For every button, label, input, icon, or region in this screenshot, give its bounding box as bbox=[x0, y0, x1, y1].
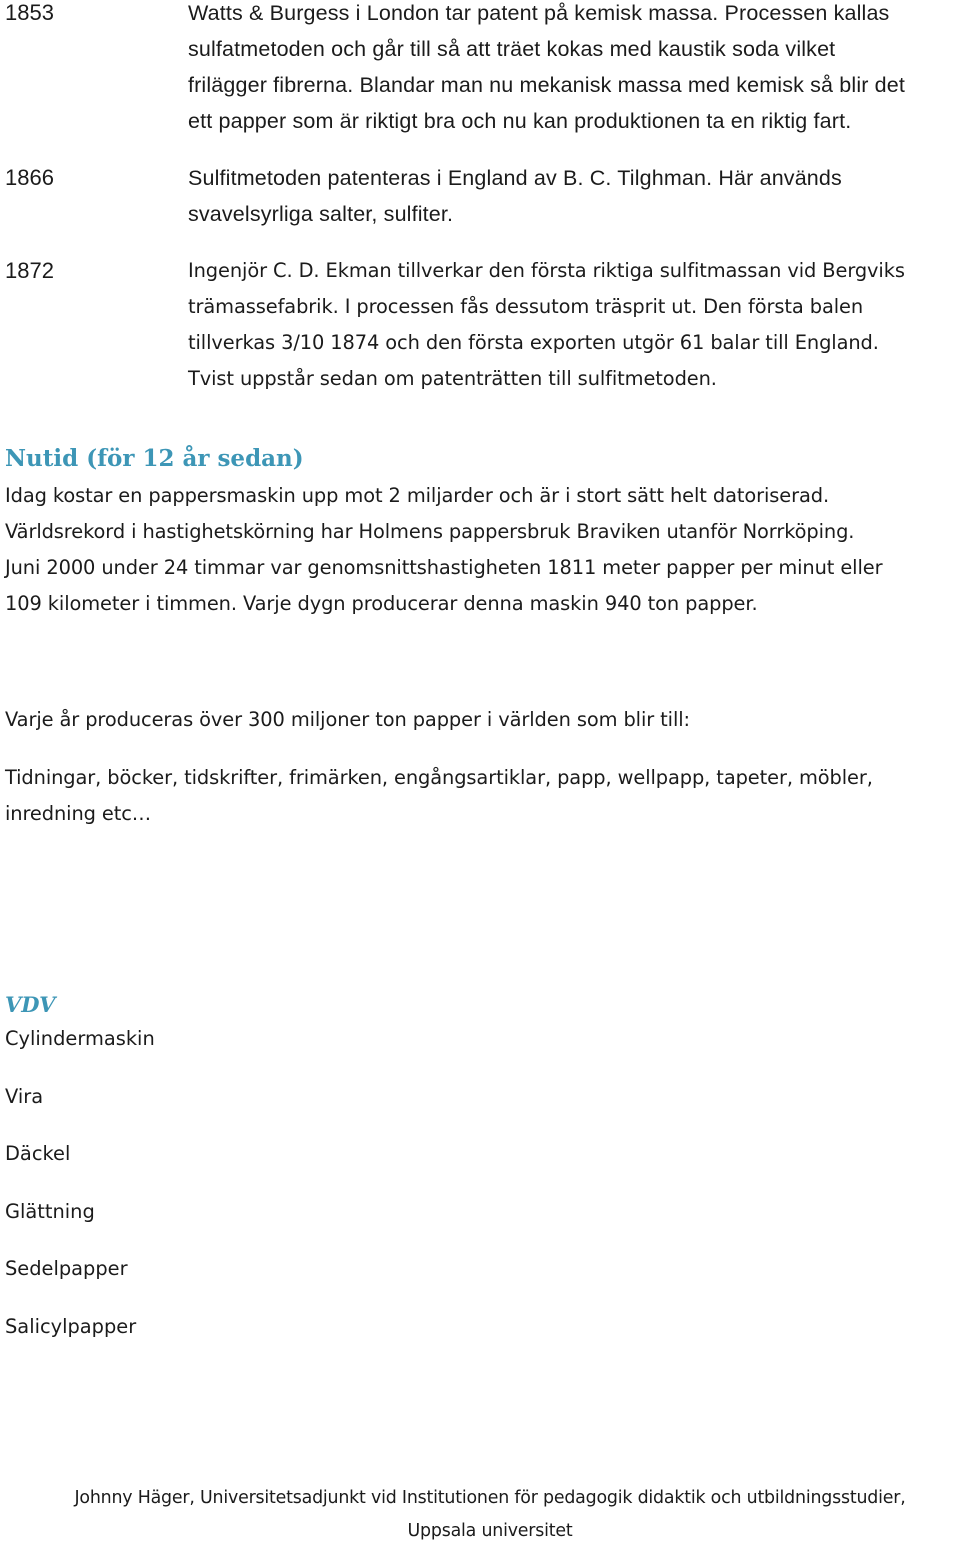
timeline-line: ett papper som är riktigt bra och nu kan produktionen ta en riktig fart. bbox=[188, 109, 852, 133]
list-item: Sedelpapper bbox=[5, 1257, 128, 1281]
paragraph-line: Juni 2000 under 24 timmar var genomsnittshastigheten 1811 meter papper per minut eller bbox=[5, 556, 883, 579]
footer-line: Johnny Häger, Universitetsadjunkt vid Institutionen för pedagogik didaktik och utbildningsstudier, bbox=[74, 1488, 906, 1508]
section-heading-nutid: Nutid (för 12 år sedan) bbox=[5, 445, 304, 472]
list-item: Glättning bbox=[5, 1199, 95, 1223]
timeline-text bbox=[188, 0, 958, 139]
timeline-year: 1866 bbox=[5, 165, 54, 190]
timeline-line: sulfatmetoden och går till så att träet kokas med kaustik soda vilket bbox=[188, 37, 836, 61]
paragraph-line: inredning etc… bbox=[5, 802, 152, 825]
timeline-year: 1853 bbox=[5, 0, 54, 25]
timeline-line: frilägger fibrerna. Blandar man nu mekanisk massa med kemisk så blir det bbox=[188, 73, 906, 97]
page-footer bbox=[0, 1482, 960, 1548]
footer-line: Uppsala universitet bbox=[407, 1521, 573, 1541]
paragraph-line: 109 kilometer i timmen. Varje dygn producerar denna maskin 940 ton papper. bbox=[5, 592, 758, 615]
vdv-list bbox=[5, 1021, 155, 1367]
paragraph-line: Världsrekord i hastighetskörning har Holmens pappersbruk Braviken utanför Norrköping. bbox=[5, 520, 855, 543]
timeline-line: Sulfitmetoden patenteras i England av B. C. Tilghman. Här används bbox=[188, 166, 842, 190]
timeline-text bbox=[188, 160, 958, 232]
list-item: Däckel bbox=[5, 1142, 71, 1166]
list-item: Salicylpapper bbox=[5, 1314, 137, 1338]
list-item: Cylindermaskin bbox=[5, 1027, 155, 1050]
timeline-line: Tvist uppstår sedan om patenträtten till sulfitmetoden. bbox=[188, 367, 717, 390]
timeline-year: 1872 bbox=[5, 258, 54, 283]
production-intro: Varje år produceras över 300 miljoner ton papper i världen som blir till: bbox=[5, 708, 690, 731]
nutid-paragraph bbox=[5, 478, 960, 622]
production-paragraph bbox=[5, 760, 960, 832]
timeline-text bbox=[188, 253, 958, 397]
timeline-line: trämassefabrik. I processen fås dessutom träsprit ut. Den första balen bbox=[188, 295, 864, 318]
section-heading-vdv: VDV bbox=[5, 992, 56, 1017]
list-item: Vira bbox=[5, 1084, 44, 1108]
timeline-line: svavelsyrliga salter, sulfiter. bbox=[188, 202, 454, 226]
timeline-line: Ingenjör C. D. Ekman tillverkar den första riktiga sulfitmassan vid Bergviks bbox=[188, 259, 905, 282]
paragraph-line: Idag kostar en pappersmaskin upp mot 2 miljarder och är i stort sätt helt datoriserad. bbox=[5, 484, 830, 507]
paragraph-line: Tidningar, böcker, tidskrifter, frimärken, engångsartiklar, papp, wellpapp, tapeter, möbler, bbox=[5, 766, 873, 789]
timeline-line: Watts & Burgess i London tar patent på kemisk massa. Processen kallas bbox=[188, 1, 890, 25]
timeline-line: tillverkas 3/10 1874 och den första exporten utgör 61 balar till England. bbox=[188, 331, 879, 354]
